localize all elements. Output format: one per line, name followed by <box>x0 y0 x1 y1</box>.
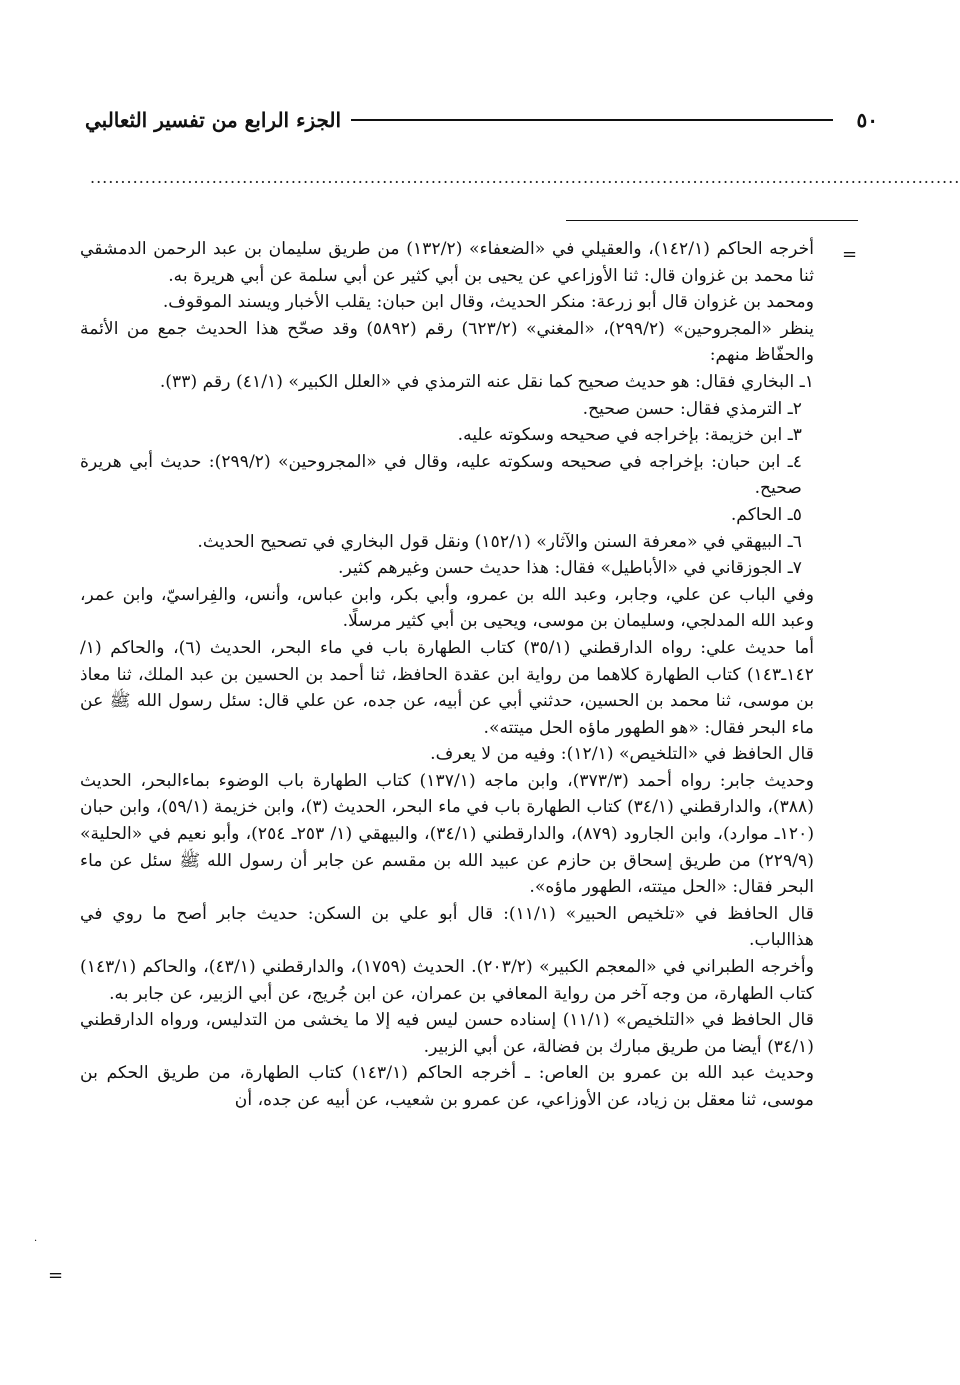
footnote-paragraph: وحديث جابر: رواه أحمد (٣٧٣/٣)، وابن ماجه (١٣٧/١) كتاب الطهارة باب الوضوء بماءالبحر، الحديث (٣٨٨)، والدارقطني (٣٤/١) كتاب الطهارة باب في ماء البحر، الحديث (٣)، وابن خزيمة (٥٩/١)، وابن حبان (١٢٠ـ موارد)، وابن الجارود (٨٧٩)، والدارقطني (٣٤/١)، والبيهقي (١/ ٢٥٣ـ ٢٥٤)، وأبو نعيم في «الحلية» (٢٢٩/٩) من طريق إسحاق بن حازم عن عبيد الله بن مقسم عن جابر أن رسول الله ﷺ سئل عن ماء البحر فقال: «الحل ميتته، الطهور ماؤه». <box>80 770 815 898</box>
footnote-paragraph: قال الحافظ في «التلخيص» (١١/١) إسناده حسن ليس فيه إلا ما يخشى من التدليس، ورواه الدارقطني (٣٤/١) أيضا من طريق مبارك بن فضالة، عن أبي الزبير. <box>80 1010 814 1057</box>
footnote-paragraph: قال الحافظ في «تلخيص الحبير» (١١/١): قال أبو علي بن السكن: حديث جابر أصح ما روي في هذاالباب. <box>80 903 814 951</box>
footnote-paragraph: وفي الباب عن علي، وجابر، وعبد الله بن عمرو، وأبي بكر، وابن عباس، وأنس، والفِراسيّ، وابن عمر، وعبد الله المدلجي، وسليمان بن موسى، ويحيى بن أبي كثير مرسلًا. <box>80 584 814 632</box>
ellipsis-line: ............................................................................................................................................... <box>90 168 960 187</box>
footnote-paragraph: ٦ـ البيهقي في «معرفة السنن والآثار» (١٥٢/١) ونقل قول البخاري في تصحيح الحديث. <box>197 531 802 552</box>
footnote-paragraph: أما حديث علي: رواه الدارقطني (٣٥/١) كتاب الطهارة باب في ماء البحر، الحديث (٦)، والحاكم (١/ ١٤٢ـ١٤٣) كتاب الطهارة كلاهما من رواية ابن عقدة الحافظ، ثنا أحمد بن الحسين بن عبد الملك، ثنا معاذ بن موسى، ثنا محمد بن الحسين، حدثني أبي عن أبيه، عن جده، عن علي قال: سئل رسول الله ﷺ عن ماء البحر فقال: «هو الطهور ماؤه الحل ميتته». <box>80 637 814 738</box>
footnote-paragraph: قال الحافظ في «التلخيص» (١٢/١): وفيه من لا يعرف. <box>430 744 814 765</box>
running-title: الجزء الرابع من تفسير الثعالبي <box>85 108 342 132</box>
footnote-paragraph: ٤ـ ابن حبان: بإخراجه في صحيحه وسكوته عليه، وقال في «المجروحين» (٢٩٩/٢): حديث أبي هريرة صحيح. <box>80 451 802 499</box>
stray-mark: · <box>34 1236 38 1247</box>
footnote-paragraph: وحديث عبد الله بن عمرو بن العاص: ـ أخرجه الحاكم (١٤٣/١) كتاب الطهارة، من طريق الحكم بن موسى، ثنا معقل بن زياد، عن الأوزاعي، عن عمرو بن شعيب، عن أبيه عن جده، أن <box>80 1063 814 1110</box>
header-rule <box>351 119 832 121</box>
footnote-paragraph: ٥ـ الحاكم. <box>730 504 802 525</box>
continuation-mark-start: = <box>842 244 858 265</box>
footnote-paragraph: ومحمد بن غزوان قال أبو زرعة: منكر الحديث، وقال ابن حبان: يقلب الأخبار ويسند الموقوف. <box>162 292 814 313</box>
footnote-paragraph: ١ـ البخاري فقال: هو حديث صحيح كما نقل عنه الترمذي في «العلل الكبير» (٤١/١) رقم (٣٣). <box>159 371 814 392</box>
page-number: ٥٠ <box>856 108 878 132</box>
page-header <box>85 100 878 140</box>
footnote-paragraph: أخرجه الحاكم (١٤٢/١)، والعقيلي في «الضعفاء» (١٣٢/٢) من طريق سليمان بن عبد الرحمن الدمشقي ثنا محمد بن غزوان قال: ثنا الأوزاعي عن يحيى بن أبي كثير عن أبي سلمة عن أبي هريرة به. <box>80 239 814 286</box>
footnote-paragraph: ينظر «المجروحين» (٢٩٩/٢)، «المغني» (٦٢٣/٢) رقم (٥٨٩٢) وقد صحّح هذا الحديث جمع من الأئمة والحفّاظ منهم: <box>80 318 814 366</box>
continuation-mark-end: = <box>48 1265 64 1286</box>
footnote-paragraph: وأخرجه الطبراني في «المعجم الكبير» (٢٠٣/٢). الحديث (١٧٥٩)، والدارقطني (٤٣/١)، والحاكم (١٤٣/١) كتاب الطهارة، من وجه آخر من رواية المعافي بن عمران، عن ابن جُريج، عن أبي الزبير، عن جابر به. <box>80 957 815 1004</box>
footnote-paragraph: ٢ـ الترمذي فقال: حسن صحيح. <box>582 398 802 419</box>
footnote-paragraph: ٣ـ ابن خزيمة: بإخراجه في صحيحه وسكوته عليه. <box>457 425 802 446</box>
footnote-separator <box>566 220 858 221</box>
footnote-block <box>80 236 814 1114</box>
footnote-paragraph: ٧ـ الجوزقاني في «الأباطيل» فقال: هذا حديث حسن وغيرهم كثير. <box>338 558 802 579</box>
